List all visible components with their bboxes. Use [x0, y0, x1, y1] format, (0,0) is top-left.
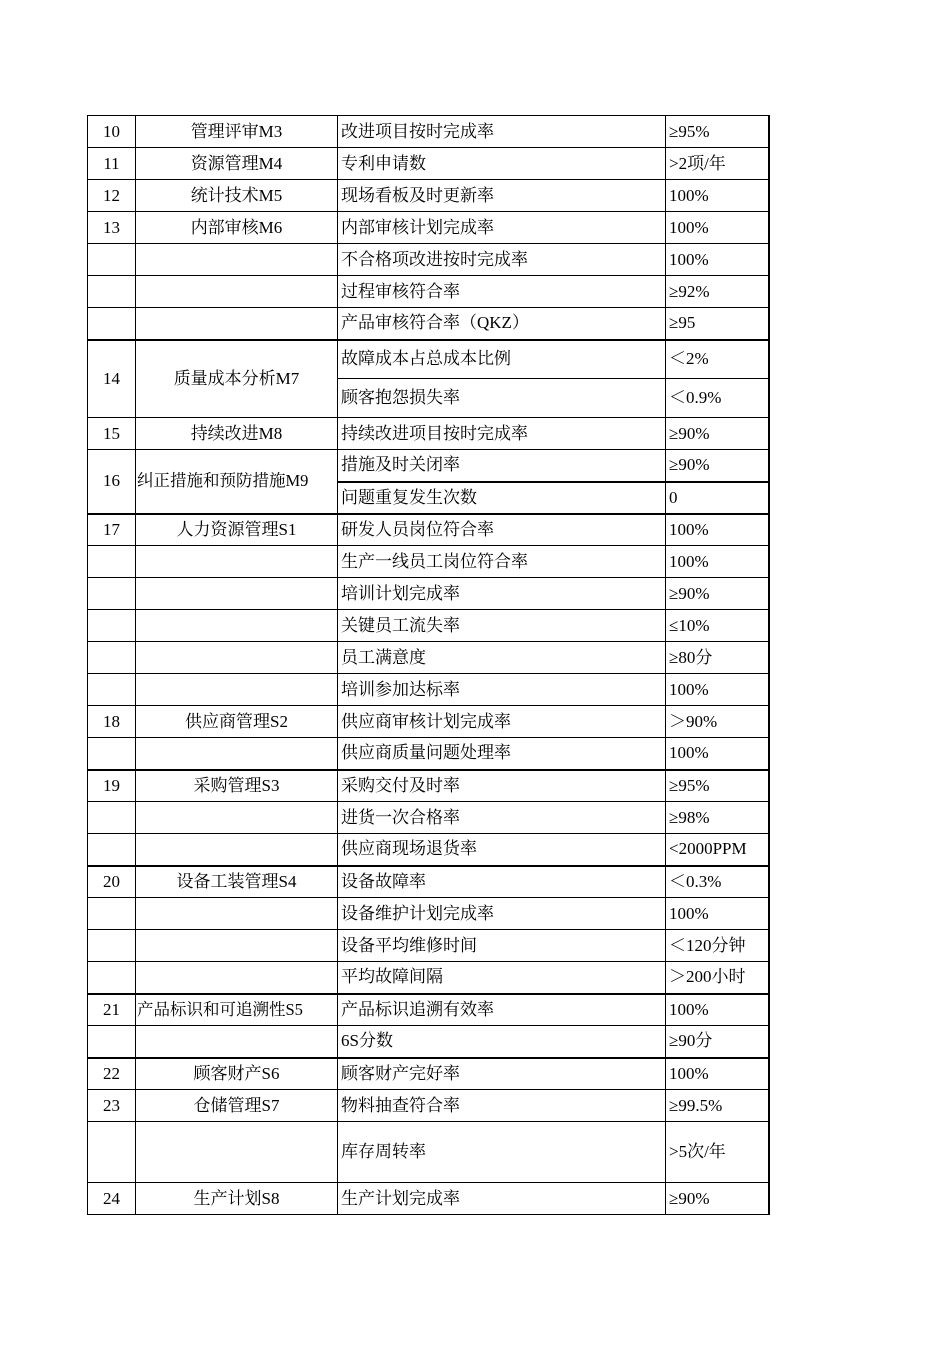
table-row [88, 706, 769, 738]
row-number [88, 1026, 136, 1058]
metric-cell: 产品审核符合率（QKZ） [338, 308, 666, 340]
target-cell: ≥98% [666, 802, 769, 834]
metric-cell: 现场看板及时更新率 [338, 180, 666, 212]
table-row [88, 898, 769, 930]
process-cell: 采购管理S3 [136, 770, 338, 802]
table-row [88, 770, 769, 802]
table-row [88, 610, 769, 642]
process-cell [136, 244, 338, 276]
table-row [88, 308, 769, 340]
table-row [88, 212, 769, 244]
row-number [88, 738, 136, 770]
row-number [88, 276, 136, 308]
process-cell: 管理评审M3 [136, 116, 338, 148]
table-row [88, 962, 769, 994]
process-cell: 纠正措施和预防措施M9 [136, 450, 338, 514]
table-row [88, 738, 769, 770]
process-cell: 生产计划S8 [136, 1183, 338, 1215]
row-number: 12 [88, 180, 136, 212]
row-number [88, 308, 136, 340]
target-cell: 100% [666, 546, 769, 578]
row-number [88, 610, 136, 642]
table-row [88, 276, 769, 308]
row-number: 14 [88, 340, 136, 418]
metric-cell: 问题重复发生次数 [338, 482, 666, 514]
target-cell: >5次/年 [666, 1122, 769, 1183]
table-row [88, 1183, 769, 1215]
table-row [88, 546, 769, 578]
target-cell: <2000PPM [666, 834, 769, 866]
target-cell: ≥80分 [666, 642, 769, 674]
target-cell: 100% [666, 1058, 769, 1090]
process-cell [136, 578, 338, 610]
process-cell [136, 674, 338, 706]
row-number [88, 1122, 136, 1183]
row-number [88, 898, 136, 930]
row-number: 24 [88, 1183, 136, 1215]
metric-cell: 平均故障间隔 [338, 962, 666, 994]
row-number [88, 834, 136, 866]
metric-cell: 顾客抱怨损失率 [338, 379, 666, 418]
row-number: 17 [88, 514, 136, 546]
process-cell [136, 738, 338, 770]
target-cell: 100% [666, 212, 769, 244]
process-cell [136, 962, 338, 994]
process-cell: 质量成本分析M7 [136, 340, 338, 418]
metric-cell: 供应商现场退货率 [338, 834, 666, 866]
metric-cell: 持续改进项目按时完成率 [338, 418, 666, 450]
metric-cell: 采购交付及时率 [338, 770, 666, 802]
target-cell: 100% [666, 994, 769, 1026]
process-cell: 产品标识和可追溯性S5 [136, 994, 338, 1026]
row-number [88, 674, 136, 706]
target-cell: ＜0.9% [666, 379, 769, 418]
table-row [88, 866, 769, 898]
metric-cell: 专利申请数 [338, 148, 666, 180]
process-cell: 资源管理M4 [136, 148, 338, 180]
metric-cell: 培训参加达标率 [338, 674, 666, 706]
process-cell: 仓储管理S7 [136, 1090, 338, 1122]
table-row [88, 116, 769, 148]
metric-cell: 内部审核计划完成率 [338, 212, 666, 244]
process-cell [136, 1122, 338, 1183]
row-number [88, 546, 136, 578]
table-row [88, 1090, 769, 1122]
metric-cell: 库存周转率 [338, 1122, 666, 1183]
table-row [88, 802, 769, 834]
target-cell: ≥92% [666, 276, 769, 308]
target-cell: 100% [666, 244, 769, 276]
target-cell: ＜120分钟 [666, 930, 769, 962]
metric-cell: 供应商审核计划完成率 [338, 706, 666, 738]
process-cell [136, 802, 338, 834]
row-number [88, 244, 136, 276]
process-cell: 顾客财产S6 [136, 1058, 338, 1090]
process-cell: 内部审核M6 [136, 212, 338, 244]
process-cell [136, 610, 338, 642]
metric-cell: 过程审核符合率 [338, 276, 666, 308]
table-row [88, 1058, 769, 1090]
metric-cell: 生产一线员工岗位符合率 [338, 546, 666, 578]
process-cell: 持续改进M8 [136, 418, 338, 450]
process-cell: 人力资源管理S1 [136, 514, 338, 546]
target-cell: ≥95 [666, 308, 769, 340]
target-cell: ≤10% [666, 610, 769, 642]
target-cell: ≥90% [666, 578, 769, 610]
process-cell [136, 898, 338, 930]
row-number [88, 642, 136, 674]
target-cell: ≥95% [666, 116, 769, 148]
metric-cell: 故障成本占总成本比例 [338, 340, 666, 379]
row-number: 21 [88, 994, 136, 1026]
metric-cell: 研发人员岗位符合率 [338, 514, 666, 546]
metric-cell: 生产计划完成率 [338, 1183, 666, 1215]
metric-cell: 供应商质量问题处理率 [338, 738, 666, 770]
process-cell [136, 276, 338, 308]
row-number: 20 [88, 866, 136, 898]
process-cell [136, 308, 338, 340]
target-cell: ≥90% [666, 450, 769, 482]
row-number: 10 [88, 116, 136, 148]
kpi-table [87, 115, 770, 1215]
row-number: 18 [88, 706, 136, 738]
process-cell [136, 1026, 338, 1058]
table-row [88, 834, 769, 866]
target-cell: ≥90% [666, 418, 769, 450]
metric-cell: 员工满意度 [338, 642, 666, 674]
row-number: 16 [88, 450, 136, 514]
target-cell: ≥90分 [666, 1026, 769, 1058]
table-row [88, 642, 769, 674]
metric-cell: 产品标识追溯有效率 [338, 994, 666, 1026]
row-number [88, 578, 136, 610]
metric-cell: 物料抽查符合率 [338, 1090, 666, 1122]
process-cell: 统计技术M5 [136, 180, 338, 212]
process-cell: 供应商管理S2 [136, 706, 338, 738]
target-cell: 100% [666, 180, 769, 212]
metric-cell: 设备维护计划完成率 [338, 898, 666, 930]
target-cell: ＞90% [666, 706, 769, 738]
target-cell: >2项/年 [666, 148, 769, 180]
table-row [88, 244, 769, 276]
target-cell: 100% [666, 738, 769, 770]
metric-cell: 关键员工流失率 [338, 610, 666, 642]
target-cell: ＞200小时 [666, 962, 769, 994]
table-row [88, 340, 769, 379]
table-row [88, 930, 769, 962]
row-number: 23 [88, 1090, 136, 1122]
process-cell [136, 546, 338, 578]
target-cell: 100% [666, 898, 769, 930]
metric-cell: 改进项目按时完成率 [338, 116, 666, 148]
target-cell: ≥99.5% [666, 1090, 769, 1122]
metric-cell: 培训计划完成率 [338, 578, 666, 610]
metric-cell: 进货一次合格率 [338, 802, 666, 834]
target-cell: ＜0.3% [666, 866, 769, 898]
target-cell: 100% [666, 674, 769, 706]
metric-cell: 顾客财产完好率 [338, 1058, 666, 1090]
row-number [88, 802, 136, 834]
table-row [88, 180, 769, 212]
target-cell: 100% [666, 514, 769, 546]
target-cell: ≥90% [666, 1183, 769, 1215]
table-row [88, 1026, 769, 1058]
row-number [88, 962, 136, 994]
table-row [88, 994, 769, 1026]
process-cell [136, 834, 338, 866]
row-number: 11 [88, 148, 136, 180]
metric-cell: 不合格项改进按时完成率 [338, 244, 666, 276]
table-row [88, 1122, 769, 1183]
table-row [88, 578, 769, 610]
target-cell: 0 [666, 482, 769, 514]
process-cell [136, 930, 338, 962]
table-row [88, 514, 769, 546]
metric-cell: 6S分数 [338, 1026, 666, 1058]
table-row [88, 148, 769, 180]
row-number [88, 930, 136, 962]
row-number: 15 [88, 418, 136, 450]
metric-cell: 设备平均维修时间 [338, 930, 666, 962]
process-cell [136, 642, 338, 674]
row-number: 13 [88, 212, 136, 244]
row-number: 22 [88, 1058, 136, 1090]
target-cell: ＜2% [666, 340, 769, 379]
table-row [88, 674, 769, 706]
process-cell: 设备工装管理S4 [136, 866, 338, 898]
row-number: 19 [88, 770, 136, 802]
metric-cell: 措施及时关闭率 [338, 450, 666, 482]
table-row [88, 418, 769, 450]
metric-cell: 设备故障率 [338, 866, 666, 898]
target-cell: ≥95% [666, 770, 769, 802]
table-row [88, 450, 769, 482]
